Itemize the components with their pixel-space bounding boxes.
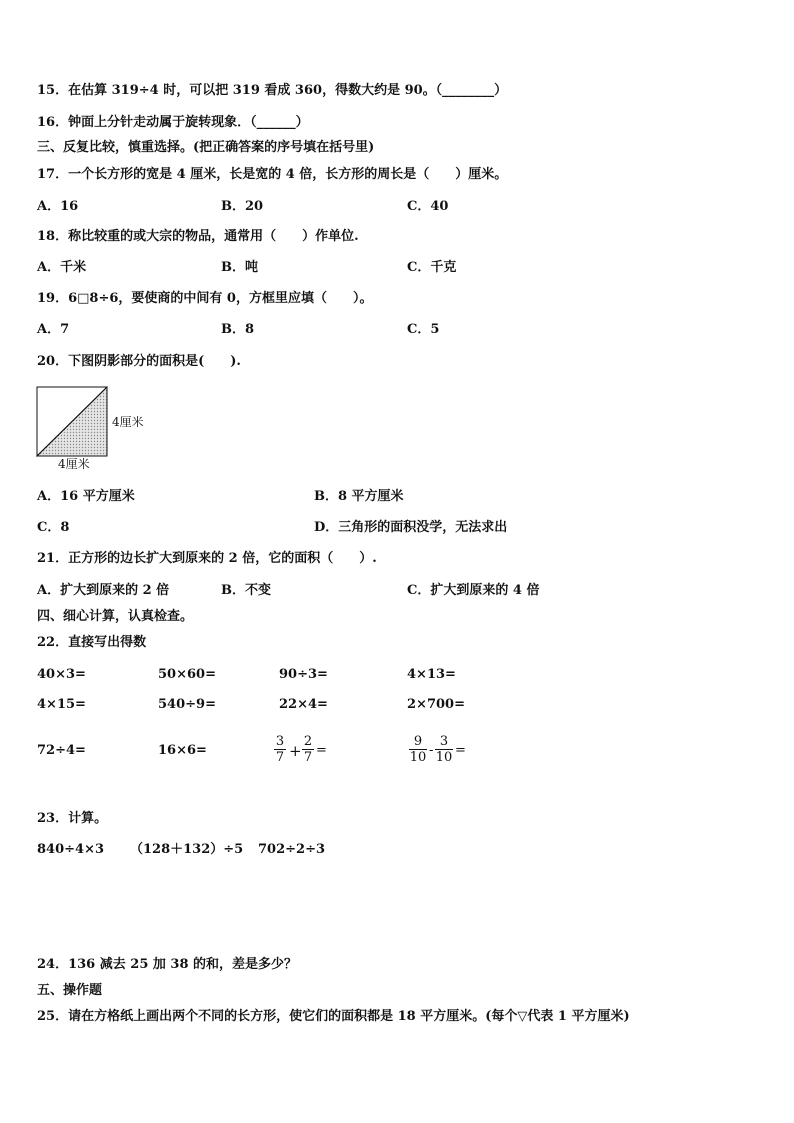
q21-option-c: C．扩大到原来的 4 倍 [407,583,540,598]
calc-expression: 702÷2÷3 [258,842,326,857]
q21-option-a: A．扩大到原来的 2 倍 [37,583,170,598]
numerator: 3 [439,734,449,749]
question-19-stem: 19．6□8÷6，要使商的中间有 0，方框里应填（ ）。 [37,291,373,306]
question-24: 24．136 减去 25 加 38 的和，差是多少？ [37,957,298,972]
calc-item: 50×60= [158,667,216,682]
calc-expression: （128＋132）÷5 [130,842,244,857]
q17-option-a: A．16 [37,199,79,214]
q19-option-a: A．7 [37,322,70,337]
plus-sign: + [289,742,302,760]
question-25: 25．请在方格纸上画出两个不同的长方形，使它们的面积都是 18 平方厘米。(每个▽代表 1 平方厘米) [37,1009,630,1024]
question-21-stem: 21．正方形的边长扩大到原来的 2 倍，它的面积（ ）. [37,551,377,566]
numerator: 2 [303,734,313,749]
calc-item: 90÷3= [279,667,328,682]
denominator: 10 [435,750,453,765]
question-17-stem: 17．一个长方形的宽是 4 厘米，长是宽的 4 倍，长方形的周长是（ ）厘米。 [37,167,508,182]
fraction-3-7 [274,734,286,765]
q17-option-b: B．20 [221,199,264,214]
denominator: 7 [275,750,285,765]
question-16: 16．钟面上分针走动属于旋转现象．（______） [37,115,309,130]
equals-sign: = [455,743,466,758]
calc-item: 22×4= [279,697,328,712]
calc-item: 16×6= [158,743,207,758]
denominator: 10 [409,750,427,765]
q20-option-d: D．三角形的面积没学，无法求出 [314,520,508,535]
q19-option-b: B．8 [221,322,255,337]
question-22-title: 22．直接写出得数 [37,635,147,650]
calc-item: 4×13= [407,667,456,682]
calc-item: 4×15= [37,697,86,712]
question-18-stem: 18．称比较重的或大宗的物品，通常用（ ）作单位. [37,229,359,244]
numerator: 3 [275,734,285,749]
question-20-stem: 20．下图阴影部分的面积是( ). [37,354,241,369]
section-4-heading: 四、细心计算，认真检查。 [37,609,194,624]
q17-option-c: C．40 [407,199,449,214]
q18-option-b: B．吨 [221,260,258,275]
q20-option-a: A．16 平方厘米 [37,489,135,504]
section-5-heading: 五、操作题 [37,983,103,998]
section-3-heading: 三、反复比较，慎重选择。(把正确答案的序号填在括号里) [37,140,375,155]
figure-bottom-label: 4厘米 [58,457,90,471]
q18-option-c: C．千克 [407,260,457,275]
calc-item: 2×700= [407,697,465,712]
q20-option-c: C．8 [37,520,70,535]
fraction-9-10 [409,734,427,765]
q18-option-a: A．千米 [37,260,87,275]
question-15: 15．在估算 319÷4 时，可以把 319 看成 360，得数大约是 90。（________） [37,83,508,98]
fraction-3-10 [435,734,453,765]
calc-item: 72÷4= [37,743,86,758]
q21-option-b: B．不变 [221,583,271,598]
calc-item: 40×3= [37,667,86,682]
numerator: 9 [413,734,423,749]
figure-side-label: 4厘米 [112,415,144,429]
minus-sign: - [429,743,434,758]
q19-option-c: C．5 [407,322,440,337]
q20-option-b: B．8 平方厘米 [314,489,404,504]
question-23-title: 23．计算。 [37,811,108,826]
denominator: 7 [303,750,313,765]
fraction-2-7 [302,734,314,765]
calc-item: 540÷9= [158,697,216,712]
shaded-square-figure [36,386,110,458]
equals-sign: = [316,743,327,758]
calc-expression: 840÷4×3 [37,842,105,857]
